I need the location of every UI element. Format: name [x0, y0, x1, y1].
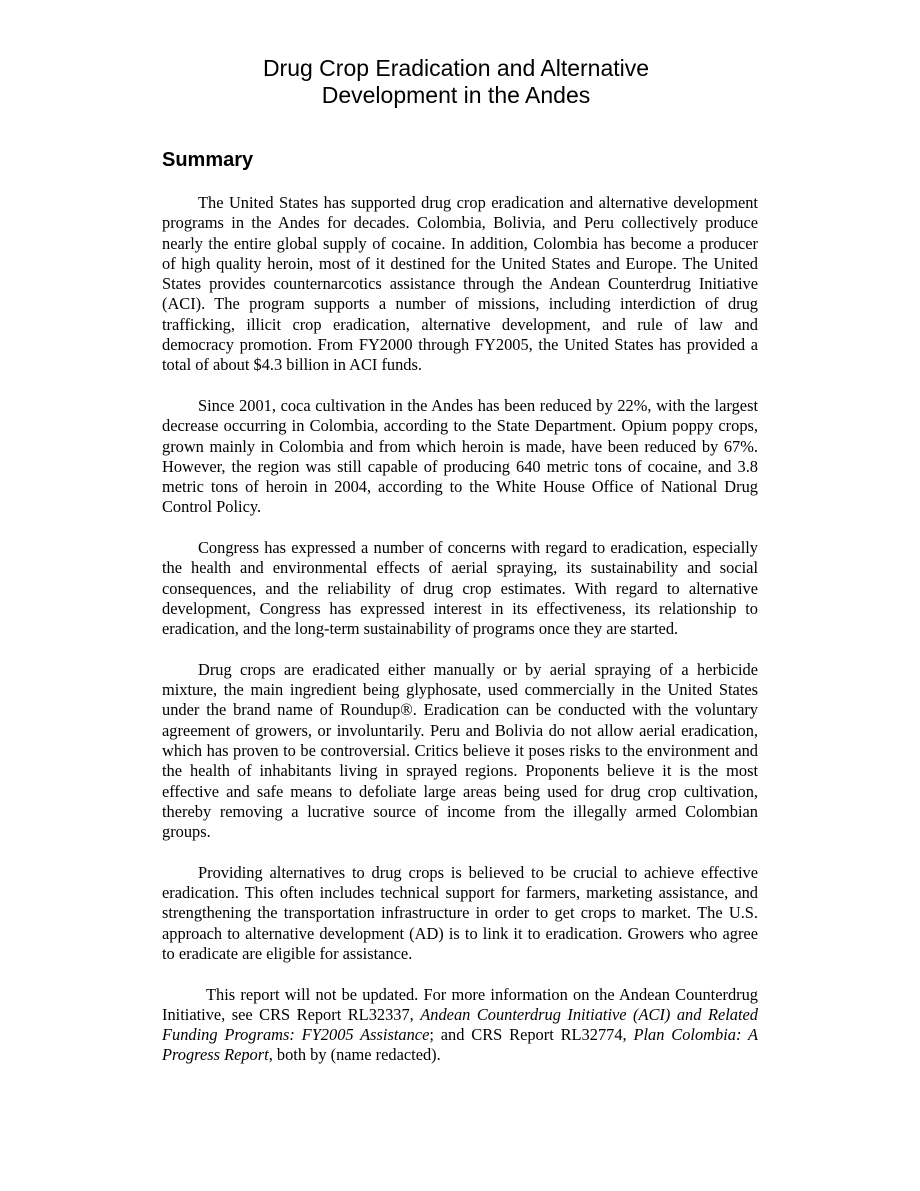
final-paragraph-intro: This report will not be updated. For more information on the Andean Counterdrug Initiative, see CRS Report RL32337, — [162, 984, 758, 1024]
title-line-1: Drug Crop Eradication and Alternative — [262, 55, 650, 81]
paragraph-3: Congress has expressed a number of concerns with regard to eradication, especially the health and environmental effects of aerial spraying, its sustainability and social consequences, and the reliability of drug crop estimates. With regard to alternative development, Congress has expressed interest in its effectiveness, its relationship to eradication, and the long-term sustainability of programs once they are started. — [162, 538, 758, 639]
paragraph-4: Drug crops are eradicated either manually or by aerial spraying of a herbicide mixture, the main ingredient being glyphosate, used commercially in the United States under the brand name of Roundup®. Eradication can be conducted with the voluntary agreement of growers, or involuntarily. Peru and Bolivia do not allow aerial eradication, which has proven to be controversial. Critics believe it poses risks to the environment and the health of inhabitants living in sprayed regions. Proponents believe it is the most effective and safe means to defoliate large areas being used for drug crop cultivation, thereby removing a lucrative source of income from the illegally armed Colombian groups. — [162, 659, 758, 842]
report-title-aci: Andean Counterdrug Initiative (ACI) and Related Funding Programs: FY2005 Assistance — [162, 1004, 758, 1045]
final-paragraph-middle: ; and CRS Report RL32774, — [429, 1025, 634, 1045]
document-title — [0, 55, 912, 109]
paragraph-5: Providing alternatives to drug crops is believed to be crucial to achieve effective eradication. This often includes technical support for farmers, marketing assistance, and strengthening the transportation infrastructure in order to get crops to market. The U.S. approach to alternative development (AD) is to link it to eradication. Growers who agree to eradicate are eligible for assistance. — [162, 862, 758, 963]
paragraph-6 — [162, 985, 758, 1066]
title-line-2: Development in the Andes — [321, 82, 591, 108]
summary-heading: Summary — [162, 149, 254, 171]
final-paragraph-ending: , both by (name redacted). — [268, 1045, 441, 1065]
report-title-plan-colombia: Plan Colombia: A Progress Report — [162, 1025, 758, 1065]
paragraph-1: The United States has supported drug crop eradication and alternative development programs in the Andes for decades. Colombia, Bolivia, and Peru collectively produce nearly the entire global supply of cocaine. In addition, Colombia has become a producer of high quality heroin, most of it destined for the United States and Europe. The United States provides counternarcotics assistance through the Andean Counterdrug Initiative (ACI). The program supports a number of missions, including interdiction of drug trafficking, illicit crop eradication, alternative development, and rule of law and democracy promotion. From FY2000 through FY2005, the United States has provided a total of about $4.3 billion in ACI funds. — [162, 193, 758, 375]
summary-body — [162, 193, 758, 1066]
paragraph-2: Since 2001, coca cultivation in the Andes has been reduced by 22%, with the largest decrease occurring in Colombia, according to the State Department. Opium poppy crops, grown mainly in Colombia and from which heroin is made, have been reduced by 67%. However, the region was still capable of producing 640 metric tons of cocaine, and 3.8 metric tons of heroin in 2004, according to the White House Office of National Drug Control Policy. — [162, 395, 758, 517]
